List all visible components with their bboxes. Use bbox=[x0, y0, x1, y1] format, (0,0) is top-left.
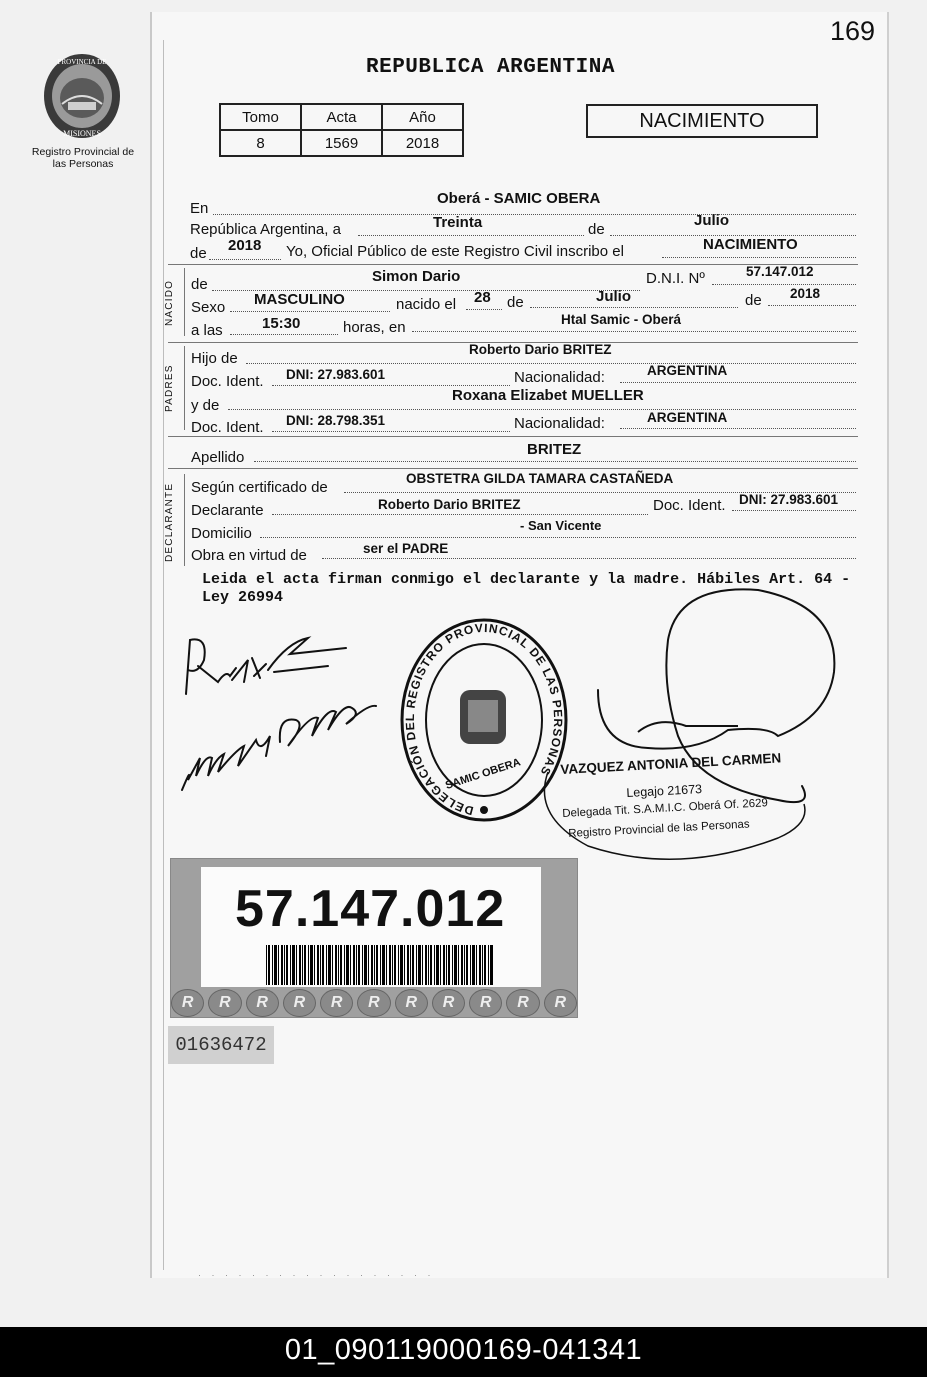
en-label: En bbox=[190, 200, 209, 217]
father-doc: DNI: 27.983.601 bbox=[286, 367, 386, 382]
label-dni-number: 57.147.012 bbox=[235, 880, 506, 938]
page-number: 169 bbox=[829, 16, 875, 46]
security-r-mark: R bbox=[395, 989, 428, 1017]
birth-place: Htal Samic - Oberá bbox=[561, 312, 682, 327]
doc-label: Doc. Ident. bbox=[191, 373, 264, 390]
security-r-mark: R bbox=[432, 989, 465, 1017]
closing-statement: Leida el acta firman conmigo el declarante y la madre. Hábiles Art. 64 - Ley 26994 bbox=[202, 571, 851, 606]
tomo-value: 8 bbox=[220, 130, 301, 156]
dotted-line bbox=[662, 257, 856, 258]
dotted-line bbox=[260, 537, 856, 538]
register-table bbox=[219, 103, 464, 157]
declarante-section-label: DECLARANTE bbox=[164, 482, 175, 562]
child-sex: MASCULINO bbox=[254, 291, 345, 308]
dotted-line bbox=[228, 409, 856, 410]
security-r-mark: R bbox=[320, 989, 353, 1017]
republic-label: República Argentina, a bbox=[190, 221, 341, 238]
hours-label: horas, en bbox=[343, 319, 406, 336]
security-r-mark: R bbox=[357, 989, 390, 1017]
security-pattern bbox=[171, 989, 577, 1017]
officer-stamp-role: Delegada Tit. S.A.M.I.C. Oberá Of. 2629 bbox=[562, 797, 769, 820]
anio-value: 2018 bbox=[382, 130, 463, 156]
de-label: de bbox=[191, 276, 208, 293]
dotted-line bbox=[254, 461, 856, 462]
yde-label: y de bbox=[191, 397, 220, 414]
scan-id-footer: 01_090119000169-041341 bbox=[0, 1327, 927, 1377]
declarant-name: Roberto Dario BRITEZ bbox=[378, 497, 521, 512]
security-r-mark: R bbox=[469, 989, 502, 1017]
acta-header: Acta bbox=[301, 104, 382, 130]
mother-name: Roxana Elizabet MUELLER bbox=[452, 387, 644, 404]
birth-day: 28 bbox=[474, 289, 491, 306]
father-nationality: ARGENTINA bbox=[647, 363, 728, 378]
faint-print-mark: · · · · · · · · · · · · · · · · · · bbox=[198, 1270, 435, 1280]
identity-number-label bbox=[170, 858, 578, 1018]
section-divider bbox=[168, 436, 858, 437]
section-bracket bbox=[184, 474, 185, 566]
svg-text:DELEGACIÓN DEL REGISTRO PROVIN: DELEGACIÓN DEL REGISTRO PROVINCIAL DE LAS PERSONAS bbox=[402, 620, 566, 818]
security-r-mark: R bbox=[506, 989, 539, 1017]
de-label: de bbox=[190, 245, 207, 262]
domicilio-label: Domicilio bbox=[191, 525, 252, 542]
security-r-mark: R bbox=[208, 989, 241, 1017]
de-label: de bbox=[507, 294, 524, 311]
dotted-line bbox=[768, 305, 856, 306]
birth-time: 15:30 bbox=[262, 315, 301, 332]
office-caption: Registro Provincial de las Personas bbox=[31, 146, 135, 170]
security-r-mark: R bbox=[246, 989, 279, 1017]
dotted-line bbox=[209, 259, 281, 260]
section-bracket bbox=[184, 268, 185, 336]
mother-signature bbox=[178, 684, 388, 796]
mother-doc: DNI: 28.798.351 bbox=[286, 413, 386, 428]
barcode bbox=[266, 945, 496, 985]
officer-stamp-name: VAZQUEZ ANTONIA DEL CARMEN bbox=[560, 750, 782, 777]
dotted-line bbox=[272, 431, 510, 432]
registered-event: NACIMIENTO bbox=[703, 236, 798, 253]
nacido-section-label: NACIDO bbox=[164, 279, 175, 326]
dotted-line bbox=[620, 428, 856, 429]
svg-text:SAMIC OBERA: SAMIC OBERA bbox=[444, 756, 523, 792]
certifier: OBSTETRA GILDA TAMARA CASTAÑEDA bbox=[406, 471, 674, 486]
dotted-line bbox=[246, 363, 856, 364]
padres-section-label: PADRES bbox=[164, 364, 175, 412]
father-name: Roberto Dario BRITEZ bbox=[469, 342, 612, 357]
capacity: ser el PADRE bbox=[363, 541, 449, 556]
label-inner bbox=[201, 867, 541, 987]
dni-label: D.N.I. Nº bbox=[646, 270, 705, 287]
officer-stamp-legajo: Legajo 21673 bbox=[626, 782, 703, 800]
dotted-line bbox=[620, 382, 856, 383]
surname: BRITEZ bbox=[527, 441, 582, 458]
serial-number: 01636472 bbox=[168, 1026, 274, 1064]
officer-text: Yo, Oficial Público de este Registro Civil inscribo el bbox=[286, 243, 624, 260]
dotted-line bbox=[358, 235, 584, 236]
dotted-line bbox=[412, 331, 856, 332]
nationality-label: Nacionalidad: bbox=[514, 369, 605, 386]
security-r-mark: R bbox=[544, 989, 577, 1017]
anio-header: Año bbox=[382, 104, 463, 130]
dotted-line bbox=[322, 558, 856, 559]
province-coat-of-arms-logo bbox=[40, 52, 124, 142]
country-title: REPUBLICA ARGENTINA bbox=[366, 56, 615, 79]
security-r-mark: R bbox=[171, 989, 204, 1017]
dotted-line bbox=[230, 311, 390, 312]
dotted-line bbox=[466, 309, 502, 310]
security-r-mark: R bbox=[283, 989, 316, 1017]
dotted-line bbox=[230, 334, 338, 335]
declarante-label: Declarante bbox=[191, 502, 264, 519]
svg-text:MISIONES: MISIONES bbox=[63, 129, 101, 138]
doc-label: Doc. Ident. bbox=[191, 419, 264, 436]
born-label: nacido el bbox=[396, 296, 457, 313]
declarant-doc: DNI: 27.983.601 bbox=[739, 492, 839, 507]
svg-text:PROVINCIA DE: PROVINCIA DE bbox=[57, 58, 107, 66]
dotted-line bbox=[530, 307, 738, 308]
hijo-label: Hijo de bbox=[191, 350, 238, 367]
doc-label: Doc. Ident. bbox=[653, 497, 726, 514]
child-name: Simon Dario bbox=[372, 268, 461, 285]
margin-line bbox=[163, 40, 164, 1270]
mother-nationality: ARGENTINA bbox=[647, 410, 728, 425]
domicilio: - San Vicente bbox=[520, 518, 602, 533]
child-dni: 57.147.012 bbox=[746, 264, 814, 279]
cert-label: Según certificado de bbox=[191, 479, 328, 496]
acta-value: 1569 bbox=[301, 130, 382, 156]
registration-place: Oberá - SAMIC OBERA bbox=[437, 190, 601, 207]
birth-month: Julio bbox=[596, 288, 632, 305]
tomo-header: Tomo bbox=[220, 104, 301, 130]
section-bracket bbox=[184, 346, 185, 430]
section-divider bbox=[168, 468, 858, 469]
registration-year: 2018 bbox=[228, 237, 262, 254]
time-label: a las bbox=[191, 322, 223, 339]
dotted-line bbox=[732, 510, 856, 511]
apellido-label: Apellido bbox=[191, 449, 245, 466]
registration-month: Julio bbox=[694, 212, 730, 229]
officer-stamp-office: Registro Provincial de las Personas bbox=[568, 818, 750, 840]
dotted-line bbox=[712, 284, 856, 285]
record-type-box: NACIMIENTO bbox=[586, 104, 818, 138]
dotted-line bbox=[272, 385, 510, 386]
sexo-label: Sexo bbox=[191, 299, 226, 316]
dotted-line bbox=[213, 214, 856, 215]
obra-label: Obra en virtud de bbox=[191, 547, 307, 564]
nationality-label: Nacionalidad: bbox=[514, 415, 605, 432]
de-label: de bbox=[588, 221, 605, 238]
birth-year: 2018 bbox=[790, 286, 821, 301]
de-label: de bbox=[745, 292, 762, 309]
registration-day: Treinta bbox=[433, 214, 483, 231]
dotted-line bbox=[272, 514, 648, 515]
